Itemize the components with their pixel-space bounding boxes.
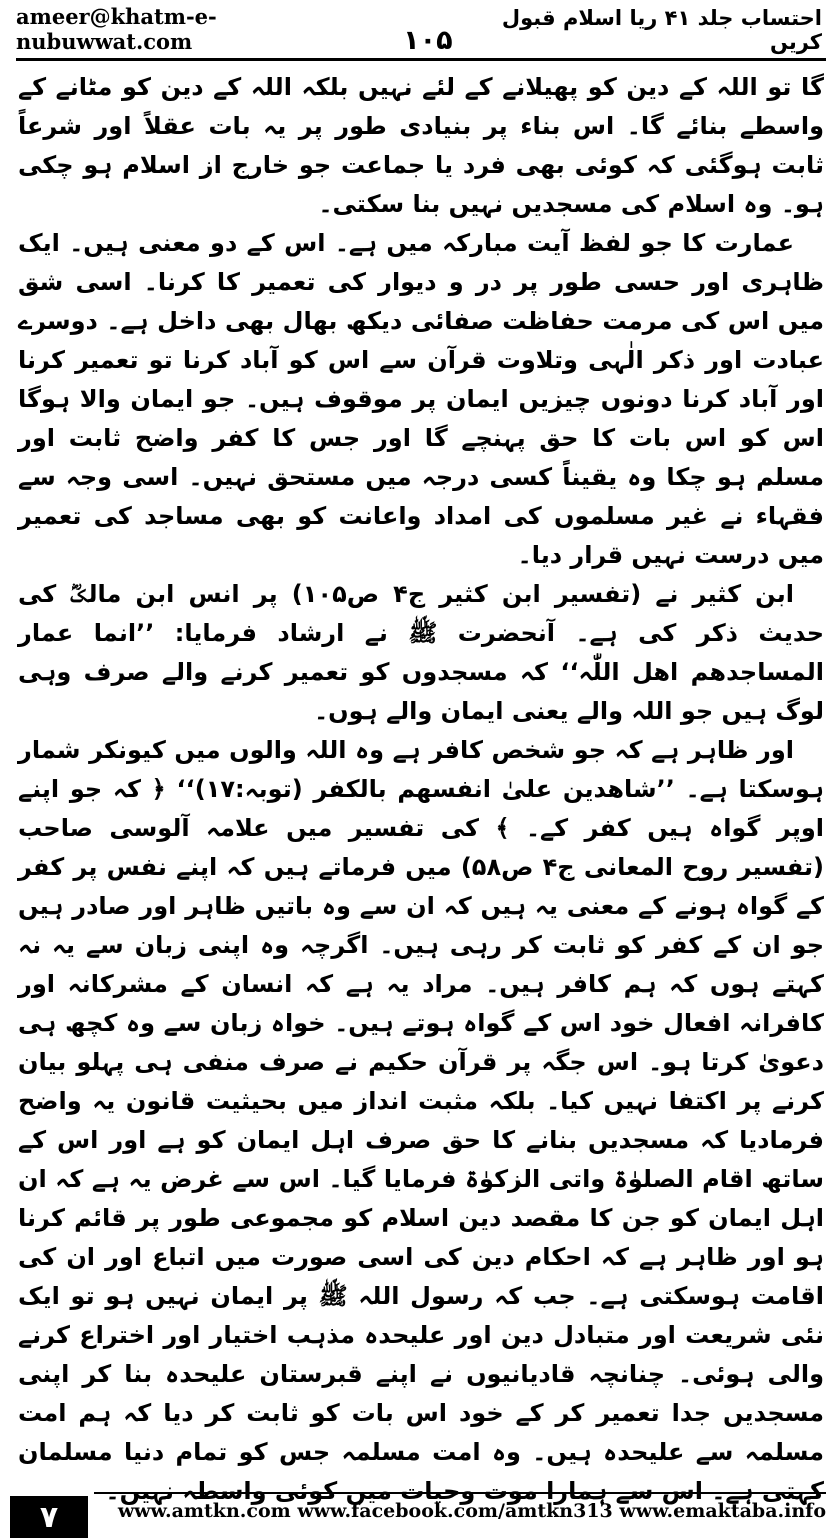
- book-title: احتساب جلد ۴۱ ریا اسلام قبول کریں: [501, 6, 822, 54]
- header-email: ameer@khatm-e-nubuwwat.com: [16, 4, 217, 54]
- header-divider: [16, 58, 826, 61]
- page-header: [16, 4, 822, 56]
- paragraph-4: اور ظاہر ہے کہ جو شخص کافر ہے وہ اللہ والوں میں کیونکر شمار ہوسکتا ہے۔ ’’شاھدین علیٰ انفسھم بالکفر (توبہ:۱۷)‘‘ ﴿ کہ جو اپنے اوپر گواہ ہیں کفر کے۔ ﴾ کی تفسیر میں علامہ آلوسی صاحب (تفسیر روح المعانی ج۴ ص۵۸) میں فرماتے ہیں کہ اپنے نفس پر کفر کے گواہ ہونے کے معنی یہ ہیں کہ ان سے وہ باتیں ظاہر اور صادر ہیں جو ان کے کفر کو ثابت کر رہی ہیں۔ اگرچہ وہ اپنی زبان سے یہ نہ کہتے ہوں کہ ہم کافر ہیں۔ مراد یہ ہے کہ انسان کے مشرکانہ اور کافرانہ افعال خود اس کے گواہ ہوتے ہیں۔ خواہ زبان سے وہ کچھ ہی دعویٰ کرتا ہو۔ اس جگہ پر قرآن حکیم نے صرف منفی ہی پہلو بیان کرنے پر اکتفا نہیں کیا۔ بلکہ مثبت انداز میں بحیثیت قانون یہ واضح فرمادیا کہ مسجدیں بنانے کا حق صرف اہل ایمان کو ہے اور اس کے ساتھ اقام الصلوٰۃ واتی الزکوٰۃ فرمایا گیا۔ اس سے غرض یہ ہے کہ ان اہل ایمان کو جن کا مقصد دین اسلام کو مجموعی طور پر قائم کرنا ہو اور ظاہر ہے کہ احکام دین کی اسی صورت میں اتباع اور ان کی اقامت ہوسکتی ہے۔ جب کہ رسول اللہ ﷺ پر ایمان نہیں ہو تو ایک نئی شریعت اور متبادل دین اور علیحدہ مذہب اختیار اور اختراع کرنے والی ہوئی۔ چنانچہ قادیانیوں نے اپنے قبرستان علیحدہ بنا کر اپنی مسجدیں جدا تعمیر کر کے خود اس بات کو ثابت کر دیا کہ ہم امت مسلمہ سے علیحدہ ہیں۔ وہ امت مسلمہ جس کو تمام دنیا مسلمان کہتی ہے۔ اس سے ہمارا موت وحیات میں کوئی واسطہ نہیں۔: [18, 736, 825, 1505]
- footer-number-box: ۷: [10, 1496, 88, 1538]
- page-number: ۱۰۵: [403, 25, 453, 56]
- page-footer: [0, 1482, 840, 1540]
- paragraph-1: گا تو اللہ کے دین کو پھیلانے کے لئے نہیں بلکہ اللہ کے دین کو مٹانے کے واسطے بنائے گا۔ اس بناء پر بنیادی طور پر یہ بات عقلاً اور شرعاً ثابت ہوگئی کہ کوئی بھی فرد یا جماعت جو خارج از اسلام ہو چکی ہو۔ وہ اسلام کی مسجدیں نہیں بنا سکتی۔: [18, 73, 824, 218]
- footer-links: www.amtkn.com www.facebook.com/amtkn313 www.emaktaba.info: [94, 1492, 826, 1540]
- header-left-group: [16, 4, 453, 54]
- page-body: [18, 68, 824, 1511]
- paragraph-3: ابن کثیر نے (تفسیر ابن کثیر ج۴ ص۱۰۵) پر انس ابن مالکؓ کی حدیث ذکر کی ہے۔ آنحضرت ﷺ نے ارشاد فرمایا: ’’انما عمار المساجدھم اھل اللّٰہ‘‘ کہ مسجدوں کو تعمیر کرنے والے صرف وہی لوگ ہیں جو اللہ والے یعنی ایمان والے ہوں۔: [18, 580, 824, 725]
- paragraph-2: عمارت کا جو لفظ آیت مبارکہ میں ہے۔ اس کے دو معنی ہیں۔ ایک ظاہری اور حسی طور پر در و دیوار کی تعمیر کا کرنا۔ اسی شق میں اس کی مرمت حفاظت صفائی دیکھ بھال بھی داخل ہے۔ دوسرے عبادت اور ذکر الٰہی وتلاوت قرآن سے اس کو آباد کرنا تو تعمیر کرنا اور آباد کرنا دونوں چیزیں ایمان پر موقوف ہیں۔ جو ایمان والا ہوگا اس کو اس بات کا حق پہنچے گا اور جس کا کفر واضح ثابت اور مسلم ہو چکا وہ یقیناً کسی درجہ میں مستحق نہیں۔ اسی وجہ سے فقہاء نے غیر مسلموں کی امداد واعانت کو بھی مساجد کی تعمیر میں درست نہیں قرار دیا۔: [18, 229, 824, 569]
